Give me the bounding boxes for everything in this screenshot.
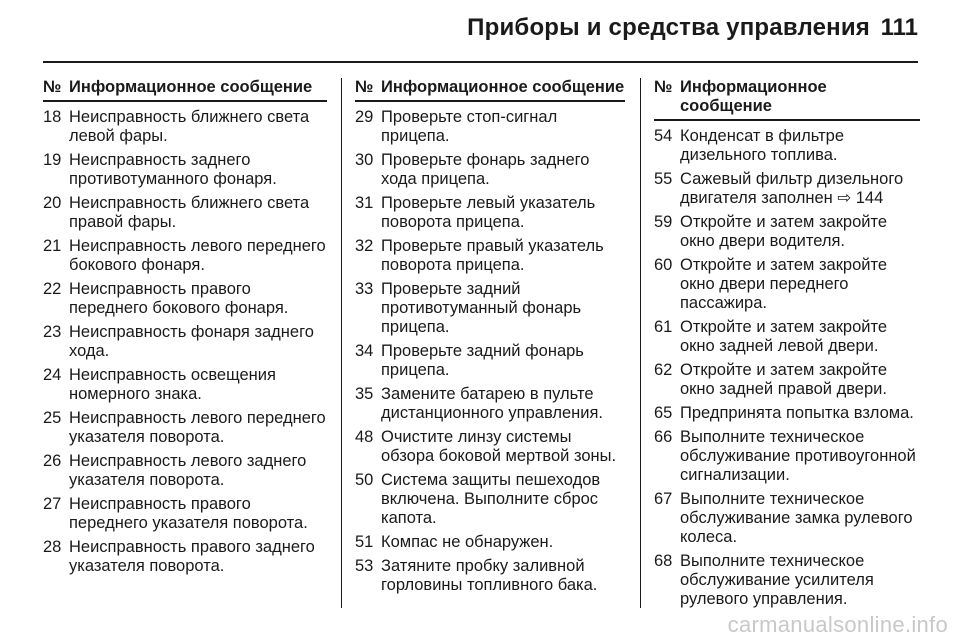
table-row (43, 194, 327, 232)
message-number: 29 (355, 108, 374, 126)
table-row (355, 428, 625, 466)
message-number: 26 (43, 452, 62, 470)
message-text: Проверьте задний противотуманный фонарь прицепа. (381, 280, 582, 336)
message-text: Неисправность ближнего света левой фары. (69, 108, 310, 145)
message-number: 67 (654, 490, 673, 508)
message-number: 66 (654, 428, 673, 446)
message-table-column-3 (640, 78, 920, 614)
message-number: 62 (654, 361, 673, 379)
message-text: Неисправность правого переднего указателя поворота. (69, 495, 308, 532)
header-number-label: № (654, 78, 673, 96)
message-number: 48 (355, 428, 374, 446)
message-text: Проверьте правый указатель поворота прицепа. (381, 237, 604, 274)
header-number-label: № (43, 78, 62, 96)
header-message-label: Информационное сообщение (69, 78, 313, 96)
table-row (355, 533, 625, 552)
message-text: Выполните техническое обслуживание замка рулевого колеса. (680, 490, 913, 546)
message-number: 23 (43, 323, 62, 341)
message-table-column-2 (341, 78, 625, 600)
message-text: Затяните пробку заливной горловины топливного бака. (381, 557, 598, 594)
page-number: 111 (880, 14, 918, 41)
table-header (654, 78, 920, 121)
message-text: Неисправность освещения номерного знака. (69, 366, 276, 403)
message-text: Проверьте стоп-сигнал прицепа. (381, 108, 558, 145)
table-row (654, 256, 920, 313)
message-text: Выполните техническое обслуживание противоугонной сигнализации. (680, 428, 916, 484)
message-text: Откройте и затем закройте окно двери переднего пассажира. (680, 256, 888, 312)
table-row (43, 237, 327, 275)
table-row (43, 366, 327, 404)
table-row (43, 538, 327, 576)
table-row (654, 170, 920, 208)
message-number: 50 (355, 471, 374, 489)
table-row (654, 490, 920, 547)
table-row (654, 552, 920, 609)
message-text: Очистите линзу системы обзора боковой мертвой зоны. (381, 428, 617, 465)
message-number: 54 (654, 127, 673, 145)
message-text: Неисправность правого заднего указателя поворота. (69, 538, 315, 575)
message-text: Компас не обнаружен. (381, 533, 554, 551)
table-row (355, 194, 625, 232)
table-row (654, 213, 920, 251)
message-text: Неисправность левого заднего указателя поворота. (69, 452, 307, 489)
message-number: 18 (43, 108, 62, 126)
message-text: Выполните техническое обслуживание усилителя рулевого управления. (680, 552, 874, 608)
message-text: Откройте и затем закройте окно задней правой двери. (680, 361, 888, 398)
table-row (654, 404, 920, 423)
table-row (43, 323, 327, 361)
message-text: Откройте и затем закройте окно двери водителя. (680, 213, 888, 250)
message-number: 28 (43, 538, 62, 556)
message-text: Проверьте левый указатель поворота прицепа. (381, 194, 596, 231)
message-number: 53 (355, 557, 374, 575)
table-row (355, 385, 625, 423)
message-number: 24 (43, 366, 62, 384)
message-text: Неисправность заднего противотуманного фонаря. (69, 151, 277, 188)
message-text: Неисправность левого переднего указателя поворота. (69, 409, 326, 446)
message-number: 31 (355, 194, 374, 212)
message-number: 61 (654, 318, 673, 336)
table-row (355, 342, 625, 380)
header-number-label: № (355, 78, 374, 96)
message-text: Замените батарею в пульте дистанционного управления. (381, 385, 603, 422)
table-row (654, 127, 920, 165)
message-text: Неисправность левого переднего бокового фонаря. (69, 237, 326, 274)
message-text: Проверьте задний фонарь прицепа. (381, 342, 584, 379)
table-row (355, 237, 625, 275)
message-text: Сажевый фильтр дизельного двигателя заполнен ⇨ 144 (680, 170, 904, 207)
table-header (43, 78, 327, 102)
message-number: 59 (654, 213, 673, 231)
table-row (355, 280, 625, 337)
header-message-label: Информационное сообщение (381, 78, 625, 96)
table-row (43, 280, 327, 318)
table-row (355, 151, 625, 189)
message-number: 30 (355, 151, 374, 169)
message-number: 55 (654, 170, 673, 188)
message-number: 20 (43, 194, 62, 212)
message-number: 35 (355, 385, 374, 403)
table-row (355, 471, 625, 528)
message-text: Предпринята попытка взлома. (680, 404, 914, 422)
page-title: Приборы и средства управления (467, 14, 870, 41)
message-text: Система защиты пешеходов включена. Выполните сброс капота. (381, 471, 601, 527)
message-number: 22 (43, 280, 62, 298)
header-divider (43, 61, 918, 63)
message-text: Неисправность ближнего света правой фары. (69, 194, 310, 231)
table-row (355, 108, 625, 146)
header-message-label: Информационное сообщение (680, 78, 827, 115)
message-number: 33 (355, 280, 374, 298)
table-row (43, 409, 327, 447)
message-number: 65 (654, 404, 673, 422)
message-number: 32 (355, 237, 374, 255)
message-number: 60 (654, 256, 673, 274)
table-row (43, 495, 327, 533)
message-number: 19 (43, 151, 62, 169)
message-text: Неисправность фонаря заднего хода. (69, 323, 314, 360)
message-number: 25 (43, 409, 62, 427)
message-table-column-1 (43, 78, 327, 581)
table-row (43, 108, 327, 146)
table-row (654, 361, 920, 399)
message-number: 27 (43, 495, 62, 513)
table-row (43, 452, 327, 490)
message-text: Проверьте фонарь заднего хода прицепа. (381, 151, 590, 188)
watermark: carmanualsonline.info (727, 612, 948, 637)
message-text: Неисправность правого переднего бокового фонаря. (69, 280, 289, 317)
table-row (43, 151, 327, 189)
message-text: Конденсат в фильтре дизельного топлива. (680, 127, 845, 164)
message-text: Откройте и затем закройте окно задней левой двери. (680, 318, 888, 355)
message-number: 51 (355, 533, 374, 551)
message-number: 21 (43, 237, 62, 255)
table-row (355, 557, 625, 595)
message-number: 68 (654, 552, 673, 570)
table-header (355, 78, 625, 102)
table-row (654, 428, 920, 485)
message-number: 34 (355, 342, 374, 360)
table-row (654, 318, 920, 356)
